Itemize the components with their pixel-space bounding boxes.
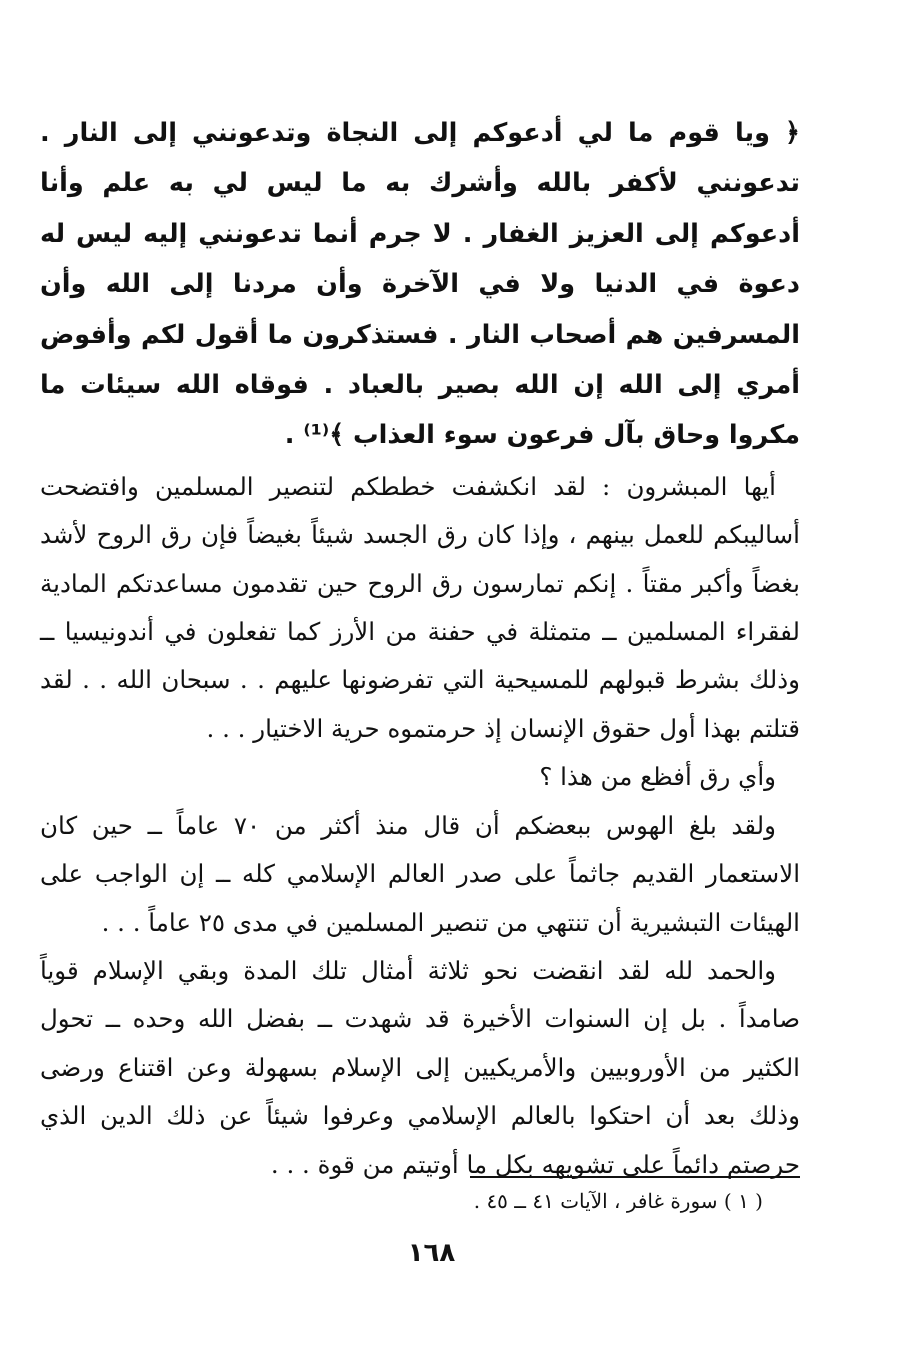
footnote: ( ١ ) سورة غافر ، الآيات ٤١ ــ ٤٥ . — [473, 1189, 763, 1213]
paragraph-question: وأي رق أفظع من هذا ؟ — [539, 762, 776, 792]
paragraph-obsession: ولقد بلغ الهوس ببعضكم أن قال منذ أكثر من ٧٠ عاماً ــ حين كان الاستعمار القديم جاثماً على صدر العالم الإسلامي كله ــ إن الواجب على الهيئات التبشيرية أن تنتهي من تنصير المسلمين في مدى ٢٥ عاماً . . . — [40, 810, 800, 937]
paragraph-praise: والحمد لله لقد انقضت نحو ثلاثة أمثال تلك المدة وبقي الإسلام قوياً صامداً . بل إن السنوات الأخيرة قد شهدت ــ بفضل الله وحده ــ تحول الكثير من الأوروبيين والأمريكيين إلى الإسلام بسهولة وعن اقتناع ورضى وذلك بعد أن احتكوا بالعالم الإسلامي وعرفوا شيئاً عن ذلك الدين الذي حرصتم دائماً على تشويهه بكل ما أوتيتم من قوة . . . — [40, 955, 800, 1179]
paragraph-missionaries: أيها المبشرون : لقد انكشفت خططكم لتنصير المسلمين وافتضحت أساليبكم للعمل بينهم ، وإذا كان رق الجسد شيئاً بغيضاً فإن رق الروح لأشد بغضاً وأكبر مقتاً . إنكم تمارسون رق الروح حين تقدمون مساعدتكم المادية لفقراء المسلمين ــ متمثلة في حفنة من الأرز كما تفعلون في أندونيسيا ــ وذلك بشرط قبولهم للمسيحية التي تفرضونها عليهم . . سبحان الله . . لقد قتلتم بهذا أول حقوق الإنسان إذ حرمتموه حرية الاختيار . . . — [40, 471, 800, 743]
page-body — [40, 108, 800, 1189]
page-number: ١٦٨ — [407, 1238, 456, 1268]
footnote-divider — [470, 1176, 800, 1178]
quran-verse-passage: ﴿ ويا قوم ما لي أدعوكم إلى النجاة وتدعونني إلى النار . تدعونني لأكفر بالله وأشرك به ما ليس لي به علم وأنا أدعوكم إلى العزيز الغفار . لا جرم أنما تدعونني إليه ليس له دعوة في الدنيا ولا في الآخرة وأن مردنا إلى الله وأن المسرفين هم أصحاب النار . فستذكرون ما أقول لكم وأفوض أمري إلى الله إن الله بصير بالعباد . فوقاه الله سيئات ما مكروا وحاق بآل فرعون سوء العذاب ﴾⁽¹⁾ . — [40, 118, 800, 451]
